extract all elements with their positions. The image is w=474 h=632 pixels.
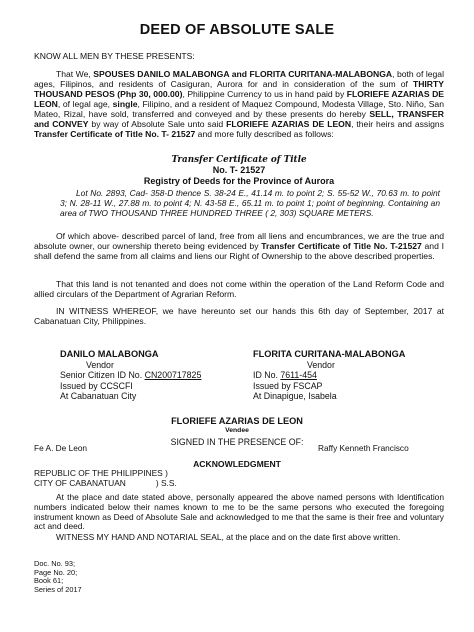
vendee-role: Vendee	[225, 426, 249, 434]
venue-line-2: CITY OF CABANATUAN ) S.S.	[34, 477, 177, 488]
paragraph-ownership: Of which above- described parcel of land, free from all liens and encumbrances, we are the true and absolute owner, our ownership thereto being evidenced by Transfer Certificate of Title No. T-21527 and I shall defend the same from all claims and liens our Right of Ownership to the above described properties.	[34, 231, 444, 261]
vendor1-name: DANILO MALABONGA	[60, 349, 159, 359]
tct-number: No. T- 21527	[212, 165, 266, 176]
intro-line: KNOW ALL MEN BY THESE PRESENTS:	[34, 51, 195, 61]
vendor1-role: Vendor	[86, 359, 114, 370]
witness-1: Fe A. De Leon	[34, 443, 88, 453]
acknowledgment-title: ACKNOWLEDGMENT	[193, 459, 281, 469]
paragraph-sale-terms: That We, SPOUSES DANILO MALABONGA and FLORITA CURITANA-MALABONGA, both of legal ages, Filipinos, and residents of Casiguran, Aurora for and in consideration of the sum of THIRTY THOUSAND PESOS (Php 30, 000.00), Philippine Currency to us in hand paid by FLORIEFE AZARIAS DE LEON, of legal age, single, Filipino, and a resident of Maquez Compound, Modesta Village, Sto. Niño, San Mateo, Rizal, have sold, transferred and conveyed and by these presents do hereby SELL, TRANSFER and CONVEY by way of Absolute Sale unto said FLORIEFE AZARIAS DE LEON, their heirs and assigns Transfer Certificate of Title No. T- 21527 and more fully described as follows:	[34, 69, 445, 139]
tct-registry: Registry of Deeds for the Province of Aurora	[143, 175, 335, 186]
notarial-register-refs	[34, 560, 82, 595]
vendor1-place: At Cabanatuan City	[60, 390, 137, 401]
paragraph-not-tenanted: That this land is not tenanted and does not come within the operation of the Land Reform Code and allied circulars of the Department of Agrarian Reform.	[34, 279, 444, 299]
vendor-signature-block-2	[253, 349, 453, 401]
vendor2-role: Vendor	[307, 359, 335, 370]
signed-in-presence: SIGNED IN THE PRESENCE OF:	[170, 436, 304, 447]
tct-heading: Transfer Certificate of Title	[171, 155, 307, 165]
notarial-seal-paragraph: WITNESS MY HAND AND NOTARIAL SEAL, at the place and on the date first above written.	[56, 532, 401, 542]
venue-block	[34, 469, 177, 488]
venue-line-1: REPUBLIC OF THE PHILIPPINES )	[34, 468, 168, 478]
lot-technical-description: Lot No. 2893, Cad- 358-D thence S. 38-24 E., 41.14 m. to point 2; S. 55-52 W., 70.63 m. to point 3; N. 28-11 W., 27.88 m. to point 4; N. 43-58 E., 65.11 m. to point 1; point of beginning. Containing an area of TWO THOUSAND THREE HUNDRED THREE ( 2, 303) SQUARE METERS.	[60, 188, 440, 218]
paragraph-in-witness: IN WITNESS WHEREOF, we have hereunto set our hands this 6th day of September, 2017 at Cabanatuan City, Philippines.	[34, 306, 444, 326]
book-number: Book 61;	[34, 576, 64, 586]
doc-number: Doc. No. 93;	[34, 559, 76, 568]
document-title: DEED OF ABSOLUTE SALE	[139, 22, 335, 38]
vendor1-issued: Issued by CCSCFI	[60, 380, 133, 391]
acknowledgment-paragraph: At the place and date stated above, personally appeared the above named persons with Identification numbers indicated below their names known to me to be the same persons who executed the foregoing instrument known as Deed of Absolute Sale and acknowledged to me that the same is their free and voluntary act and deed.	[34, 492, 444, 532]
vendor2-issued: Issued by FSCAP	[253, 380, 323, 391]
vendor2-id: ID No. 7611-454	[253, 370, 317, 381]
vendor2-place: At Dinapigue, Isabela	[253, 390, 337, 401]
tct-heading-block	[34, 155, 444, 186]
vendor-signature-block-1	[60, 349, 240, 401]
series-year: Series of 2017	[34, 585, 82, 595]
vendor1-id: Senior Citizen ID No. CN200717825	[60, 370, 202, 381]
vendor2-name: FLORITA CURITANA-MALABONGA	[253, 349, 406, 359]
vendee-name: FLORIEFE AZARIAS DE LEON	[171, 416, 303, 426]
witness-2: Raffy Kenneth Francisco	[318, 443, 409, 453]
page-number: Page No. 20;	[34, 567, 78, 577]
